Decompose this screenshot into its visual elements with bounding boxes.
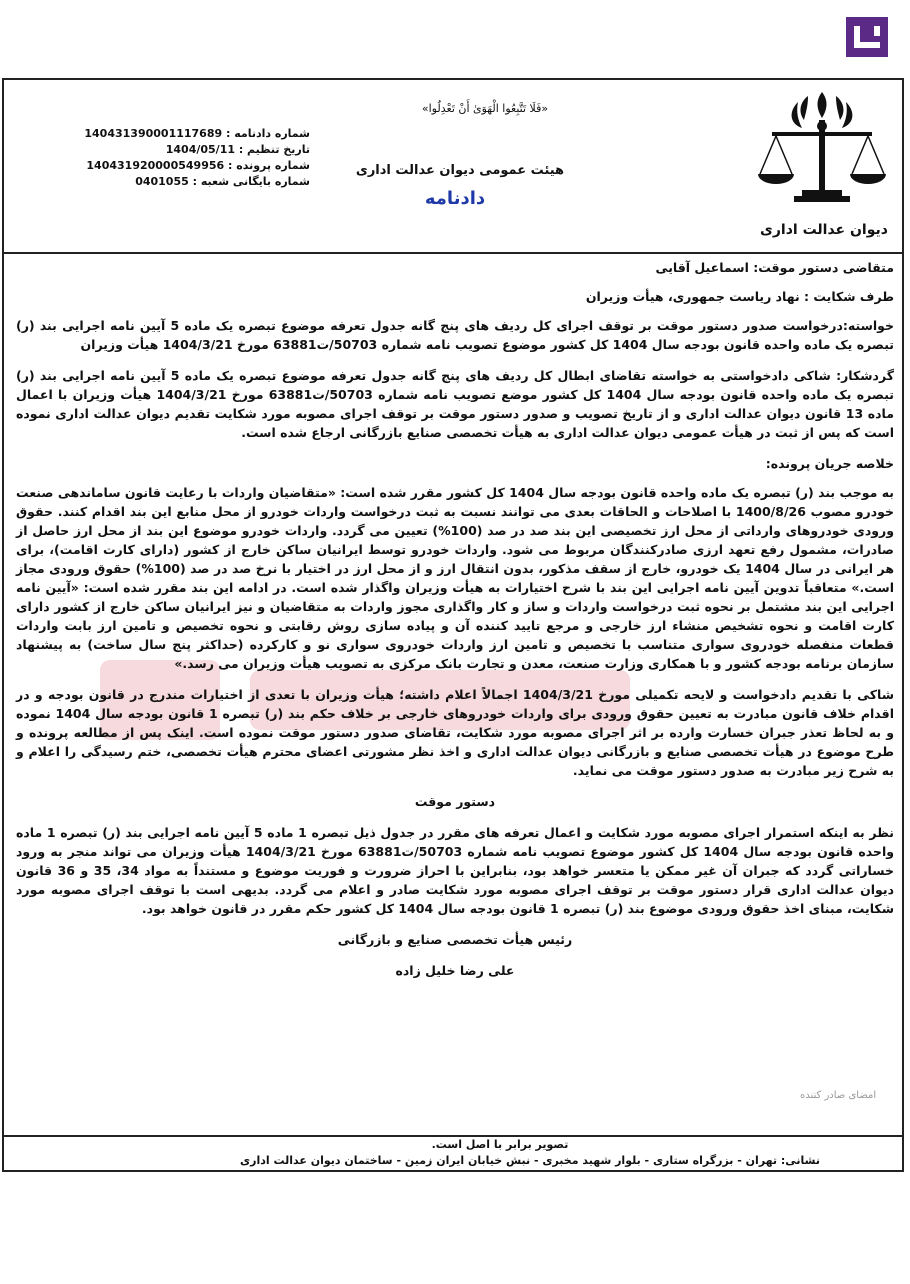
complaint-paragraph: شاکی با تقدیم دادخواست و لایحه تکمیلی مورخ 1404/3/21 اجمالاً اعلام داشته؛ هیأت وزیران با تعدی از اختیارات مندرج در قانون بودجه و در اقدام خلاف قانون مبادرت به تعیین حقوق ورودی برای واردات خودروهای خارجی بر خلاف حکم بند (ر) تبصره 1 قانون بودجه سال 1404 نموده و به لحاظ تعذر جبران خسارت وارده بر اثر اجرای مصوبه مورد شکایت، تقاضای صدور دستور موقت نموده است. اینک پس از مطالعه پرونده و طرح موضوع در هیأت تخصصی صنایع و بازرگانی دیوان عدالت اداری و اخذ نظر مشورتی اعضای محترم هیأت تخصصی، ختم رسیدگی را اعلام و به شرح زیر مبادرت به صدور دستور موقت می نماید.	[16, 687, 895, 778]
document-body	[16, 258, 894, 992]
header-divider	[2, 252, 904, 254]
order-paragraph: نظر به اینکه استمرار اجرای مصوبه مورد شکایت و اعمال تعرفه های مقرر در جدول ذیل تبصره 1 ماده 5 آیین نامه اجرایی بند (ر) تبصره 1 ماده واحده قانون بودجه سال 1404 کل کشور موضوع تصویب نامه شماره 50703/ت63881 مورخ 1404/3/21 هیأت وزیران می تواند منجر به ورود خساراتی گردد که جبران آن غیر ممکن یا متعسر خواهد بود، بنابراین با احراز ضرورت و فوریت موضوع و مستنداً به مواد 34، 35 و 36 قانون دیوان عدالت اداری قرار دستور موقت بر توقف اجرای مصوبه مورد شکایت صادر و اعلام می گردد. بدیهی است با توقف اجرای مصوبه مورد شکایت، مبنای اخذ حقوق ورودی موضوع بند (ر) تبصره 1 قانون بودجه سال 1404 کل کشور حکم مقرر در قانون خواهد بود.	[16, 825, 894, 916]
document-title: دادنامه	[424, 188, 486, 209]
applicant-line: متقاضی دستور موقت: اسماعیل آقایی	[655, 260, 894, 275]
corner-logo-icon	[846, 17, 888, 57]
signer-title: رئیس هیأت تخصصی صنایع و بازرگانی	[337, 932, 573, 947]
signature-stamp: امضای صادر کننده	[800, 1090, 877, 1101]
request-paragraph: خواسته:درخواست صدور دستور موقت بر توقف اجرای کل ردیف های پنج گانه جدول تعرفه موضوع تبصره یک ماده 5 آیین نامه اجرایی بند (ر) تبصره یک ماده واحده قانون بودجه سال 1404 کل کشور موضوع تصویب نامه شماره 50703/ت63881 مورخ 1404/3/21 هیأت وزیران	[16, 318, 894, 352]
copy-certification: تصویر برابر با اصل است.	[431, 1138, 569, 1151]
case-metadata	[60, 126, 310, 190]
verdict-number: شماره دادنامه : 140431390001117689	[84, 127, 310, 140]
justice-scales-emblem-icon	[752, 86, 892, 210]
emblem-caption: دیوان عدالت اداری	[760, 222, 888, 238]
court-address: نشانی: تهران - بزرگراه ستاری - بلوار شهید مخبری - نبش خیابان ایران زمین - ساختمان دیوان عدالت اداری	[240, 1154, 820, 1167]
case-summary-heading: خلاصه جریان پرونده:	[765, 456, 894, 471]
footer-divider	[2, 1135, 904, 1137]
budget-law-paragraph: به موجب بند (ر) تبصره یک ماده واحده قانون بودجه سال 1404 کل کشور مقرر شده است: «متقاضیان واردات با رعایت قانون ساماندهی صنعت خودرو مصوب 1400/8/26 با اصلاحات و الحاقات بعدی می توانند نسبت به ثبت درخواست واردات خودرو از محل منابع این بند اقدام کنند. حقوق ورودی خودروهای وارداتی از محل ارز تخصیصی این بند صد در صد (100%) تعیین می گردد. واردات خودرو موضوع این بند از محل ارز حاصل از صادرات، مشمول رفع تعهد ارزی صادرکنندگان مربوط می شود. واردات خودرو توسط ایرانیان ساکن خارج از کشور (دارای کارت اقامت)، برای هر ایرانی در سال 1404 یک خودرو، خارج از سقف مذکور، بدون انتقال ارز و از محل ارز در اختیار با نرخ صد در صد (100%) حقوق ورودی مجاز است.» متعاقباً تدوین آیین نامه اجرایی این بند با شرح اختیارات به هیأت وزیران واگذار شده است. در ادامه این بند مقرر شده است: «آیین نامه اجرایی این بند مشتمل بر نحوه ثبت درخواست واردات و ساز و کار واگذاری مجوز واردات به متقاضیان و نیز ایرانیان ساکن خارج از کشور دارای کارت اقامت و نحوه تشخیص منشاء ارز خارجی و مرجع تایید کننده آن و پیاده سازی روش رقابتی و نحوه تخصیص و تامین ارز بابت واردات قطعات منفصله خودروی سواری متناسب با تخصیص و تامین ارز واردات خودروی سواری نو و کارکرده (حداکثر پنج سال ساخت) به پیشنهاد سازمان برنامه بودجه کشور و با همکاری وزارت صنعت، معدن و تجارت بانک مرکزی به تصویب هیأت وزیران می رسد.»	[16, 485, 894, 671]
signer-name: علی رضا خلیل زاده	[395, 963, 515, 978]
respondent-line: طرف شکایت : نهاد ریاست جمهوری، هیأت وزیران	[585, 289, 894, 304]
issue-date: تاریخ تنظیم : 1404/05/11	[165, 143, 310, 156]
quran-verse: «فَلَا تَتَّبِعُوا الْهَوَىٰ أَنْ تَعْدِلُوا»	[421, 102, 549, 115]
procedure-paragraph: گردشکار: شاکی دادخواستی به خواسته تقاضای ابطال کل ردیف های پنج گانه جدول تعرفه موضوع تبصره یک ماده 5 آیین نامه اجرایی بند (ر) تبصره یک ماده واحده قانون بودجه سال 1404 کل کشور موضع تصویب نامه شماره 50703/ت63881 مورخ 1404/3/21 هیأت وزیران با اعمال ماده 13 قانون دیوان عدالت اداری و از تاریخ تصویب و صدور دستور موقت بر توقف اجرای مصوبه مورد شکایت تقدیم دیوان عدالت اداری نموده است که پس از ثبت در هیأت عمومی دیوان عدالت اداری به هیأت تخصصی صنایع بازرگانی ارجاع شده است.	[16, 368, 895, 440]
archive-number: شماره بایگانی شعبه : 0401055	[135, 175, 310, 188]
issuing-body: هیئت عمومی دیوان عدالت اداری	[355, 163, 565, 178]
case-number: شماره پرونده : 140431920000549956	[86, 159, 310, 172]
order-heading: دستور موقت	[414, 794, 496, 809]
